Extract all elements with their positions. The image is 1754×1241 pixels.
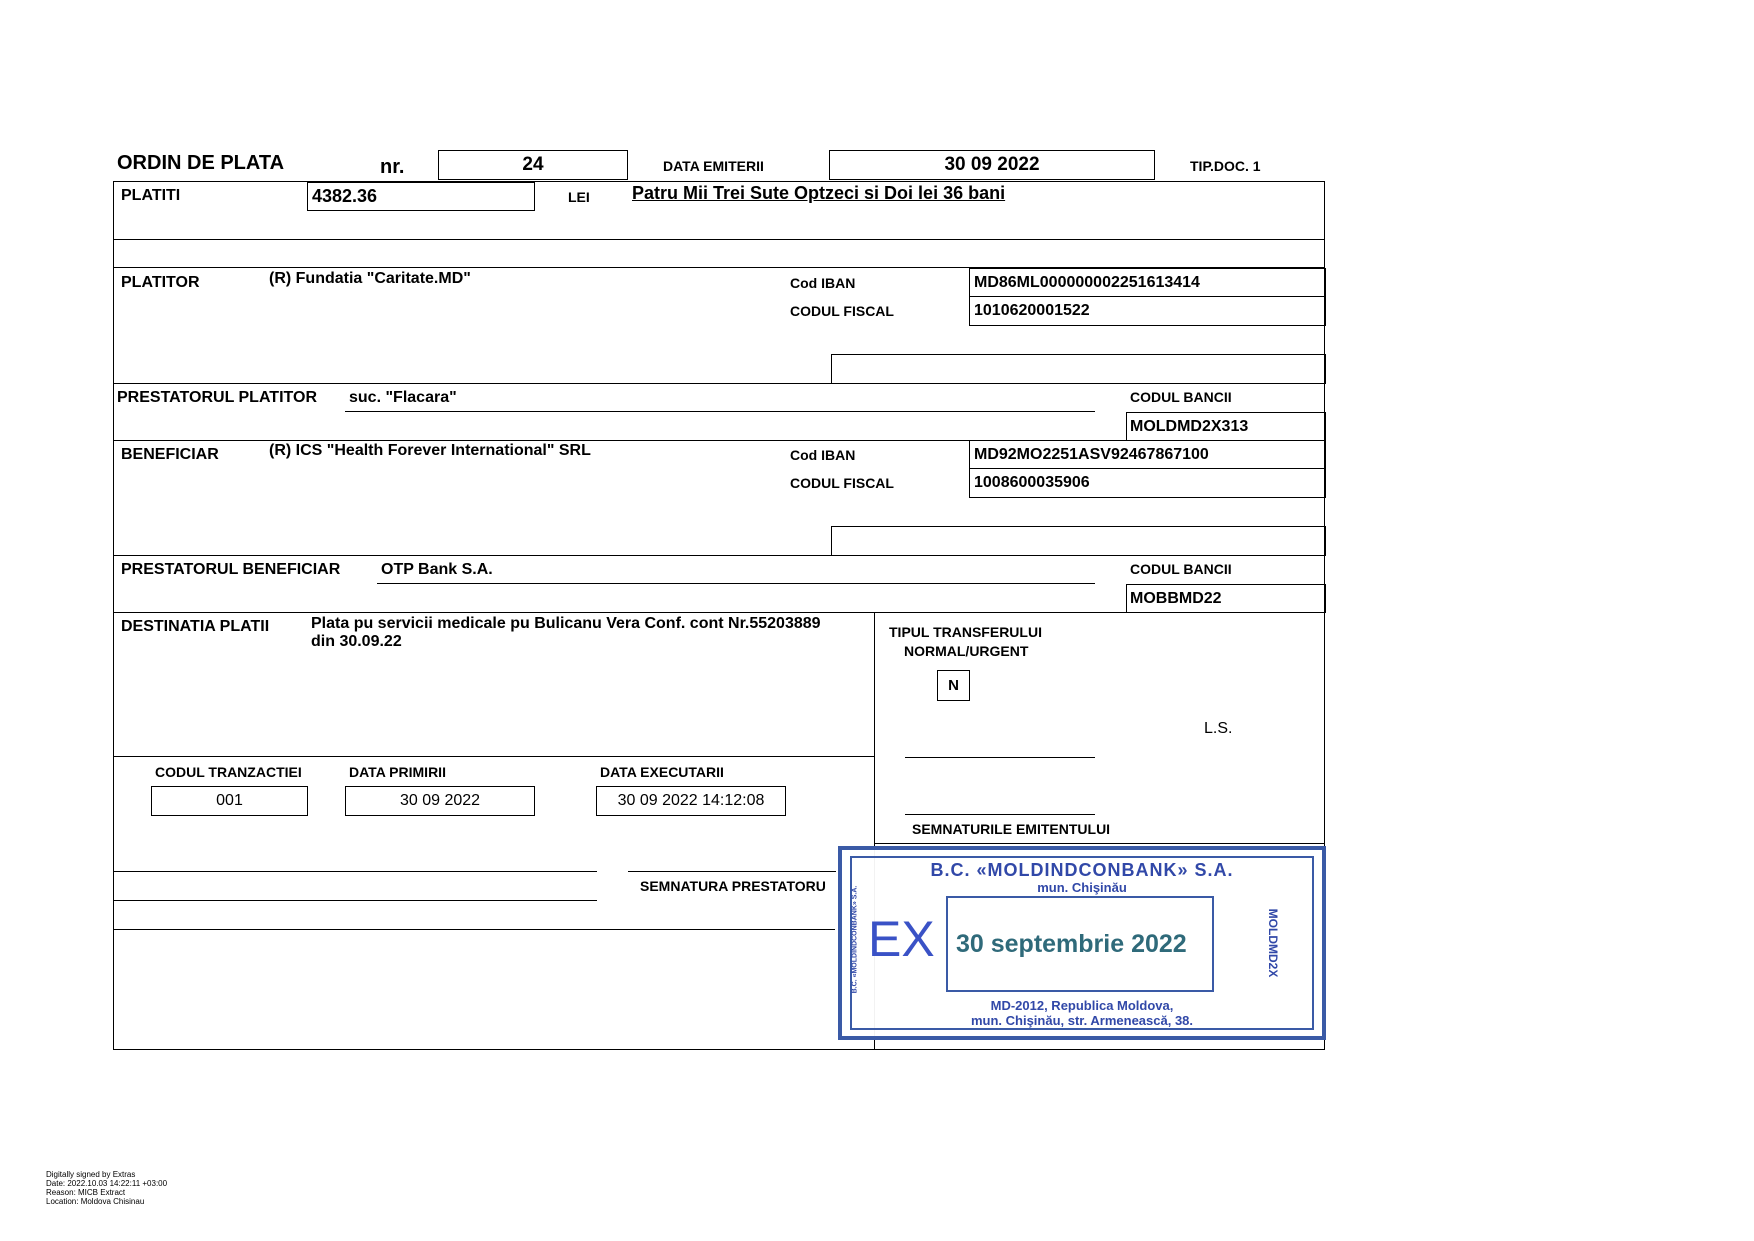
transfer-mode-label: NORMAL/URGENT [904, 643, 1029, 659]
payer-bank-name: suc. "Flacara" [349, 389, 457, 406]
stamp-side-text-left: B.C. «MOLDINDCONBANK» S.A. [851, 885, 859, 994]
receipt-date-field: 30 09 2022 [345, 786, 535, 816]
issue-date-field: 30 09 2022 [829, 150, 1155, 180]
divider [113, 756, 875, 757]
divider [113, 555, 1325, 556]
nr-label: nr. [380, 156, 405, 178]
divider [113, 900, 597, 901]
beneficiary-bank-name: OTP Bank S.A. [381, 561, 493, 578]
purpose-line-2: din 30.09.22 [311, 633, 402, 650]
beneficiary-iban-label: Cod IBAN [790, 447, 856, 463]
lei-label: LEI [568, 189, 590, 205]
transfer-type-label: TIPUL TRANSFERULUI [889, 624, 1042, 640]
payer-fiscal-label: CODUL FISCAL [790, 303, 894, 319]
beneficiary-fiscal-field: 1008600035906 [969, 468, 1326, 498]
signature-line [905, 814, 1095, 815]
execution-date-field: 30 09 2022 14:12:08 [596, 786, 786, 816]
divider [113, 871, 597, 872]
platiti-label: PLATITI [121, 187, 181, 204]
beneficiary-bank-code-field: MOBBMD22 [1126, 584, 1326, 613]
transaction-code-field: 001 [151, 786, 308, 816]
stamp-address-2: mun. Chişinău, str. Armenească, 38. [970, 1013, 1194, 1028]
amount-field: 4382.36 [307, 182, 535, 211]
order-number-field: 24 [438, 150, 628, 180]
bank-signature-label: SEMNATURA PRESTATORU [640, 878, 826, 894]
document-title: ORDIN DE PLATA [117, 152, 285, 174]
stamp-city: mun. Chişinău [1037, 880, 1127, 895]
purpose-label: DESTINATIA PLATII [121, 618, 270, 635]
beneficiary-label: BENEFICIAR [121, 446, 219, 463]
stamp-date: 30 septembrie 2022 [956, 930, 1187, 958]
divider [874, 843, 1325, 844]
signature-line-3: Reason: MICB Extract [46, 1188, 126, 1197]
signature-line-2: Date: 2022.10.03 14:22:11 +03:00 [46, 1179, 168, 1188]
stamp-address-1: MD-2012, Republica Moldova, [990, 998, 1174, 1013]
seal-placeholder: L.S. [1204, 720, 1233, 737]
signature-line-1: Digitally signed by Extras [46, 1170, 136, 1179]
divider [113, 239, 1325, 240]
amount-in-words: Patru Mii Trei Sute Optzeci si Doi lei 36 bani [632, 183, 1006, 203]
purpose-line-1: Plata pu servicii medicale pu Bulicanu Vera Conf. cont Nr.55203889 [311, 615, 821, 632]
payer-label: PLATITOR [121, 274, 200, 291]
execution-date-label: DATA EXECUTARII [600, 764, 724, 780]
receipt-date-label: DATA PRIMIRII [349, 764, 446, 780]
beneficiary-extra-field [831, 526, 1326, 556]
transaction-code-label: CODUL TRANZACTIEI [155, 764, 302, 780]
underline [345, 411, 1095, 412]
divider [113, 929, 835, 930]
signature-line-4: Location: Moldova Chisinau [46, 1197, 145, 1206]
stamp-ex-mark: EX [868, 911, 935, 967]
beneficiary-bank-code-label: CODUL BANCII [1130, 561, 1232, 577]
beneficiary-fiscal-label: CODUL FISCAL [790, 475, 894, 491]
divider [113, 383, 1325, 384]
beneficiary-bank-label: PRESTATORUL BENEFICIAR [121, 561, 341, 578]
digital-signature-note [46, 1170, 167, 1206]
stamp-bank-name: B.C. «MOLDINDCONBANK» S.A. [930, 860, 1234, 880]
beneficiary-iban-field: MD92MO2251ASV92467867100 [969, 440, 1326, 469]
payer-bank-label: PRESTATORUL PLATITOR [117, 389, 318, 406]
bank-stamp [838, 846, 1326, 1040]
payer-iban-label: Cod IBAN [790, 275, 856, 291]
payer-name: (R) Fundatia "Caritate.MD" [269, 270, 471, 287]
issue-date-label: DATA EMITERII [663, 158, 764, 174]
signature-line [905, 757, 1095, 758]
doc-type-label: TIP.DOC. 1 [1190, 158, 1261, 174]
transfer-type-field: N [937, 670, 970, 701]
stamp-side-text-right: MOLDMD2X [1266, 908, 1280, 978]
payer-iban-field: MD86ML000000002251613414 [969, 268, 1326, 297]
signature-line [628, 871, 836, 872]
beneficiary-name: (R) ICS "Health Forever International" SRL [269, 442, 591, 459]
payer-fiscal-field: 1010620001522 [969, 296, 1326, 326]
issuer-signatures-label: SEMNATURILE EMITENTULUI [912, 821, 1111, 837]
divider [113, 612, 1325, 613]
payer-bank-code-field: MOLDMD2X313 [1126, 412, 1326, 441]
underline [377, 583, 1095, 584]
payer-extra-field [831, 354, 1326, 384]
payer-bank-code-label: CODUL BANCII [1130, 389, 1232, 405]
